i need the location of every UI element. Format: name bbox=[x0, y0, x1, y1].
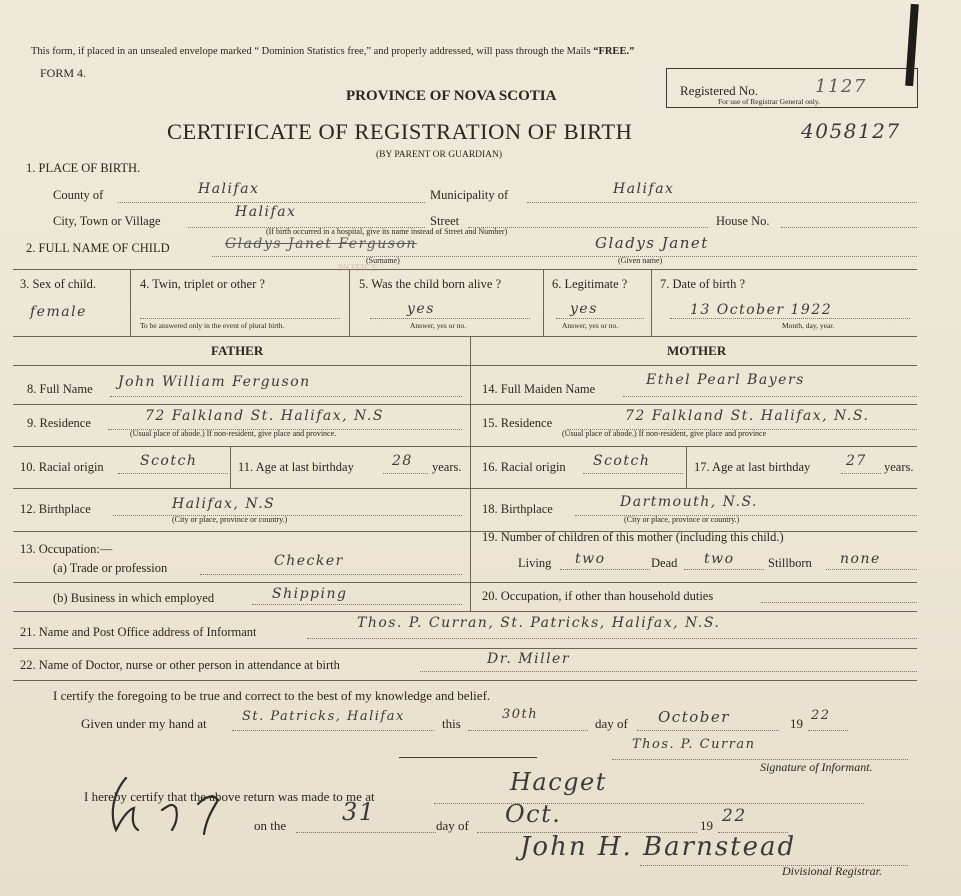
mother-name-label: 14. Full Maiden Name bbox=[482, 382, 596, 396]
house-label: House No. bbox=[716, 214, 770, 228]
given-month-value: October bbox=[658, 708, 730, 726]
street-label: Street bbox=[430, 214, 460, 228]
day-of-label: day of bbox=[595, 716, 628, 731]
registrar-initials-mark bbox=[102, 770, 232, 838]
mother-birthplace-value: Dartmouth, N.S. bbox=[620, 494, 758, 510]
mother-residence-caption: (Usual place of abode.) If non-resident, give place and province bbox=[562, 429, 767, 438]
father-age-label: 11. Age at last birthday bbox=[238, 460, 354, 474]
doctor-value: Dr. Miller bbox=[487, 651, 571, 667]
county-label: County of bbox=[53, 188, 104, 202]
sex-value: female bbox=[30, 304, 87, 320]
given-year-value: 22 bbox=[811, 708, 831, 723]
return-day-value: 31 bbox=[342, 798, 376, 826]
father-residence-label: 9. Residence bbox=[27, 416, 91, 430]
registrar-caption: Divisional Registrar. bbox=[782, 864, 883, 878]
mother-residence-value: 72 Falkland St. Halifax, N.S. bbox=[625, 408, 870, 424]
father-residence-caption: (Usual place of abode.) If non-resident, give place and province. bbox=[130, 429, 337, 438]
father-trade-value: Checker bbox=[274, 553, 344, 569]
form-number: FORM 4. bbox=[40, 66, 87, 80]
twin-label: 4. Twin, triplet or other ? bbox=[140, 277, 265, 291]
bleed-through: NOTICE bbox=[338, 262, 379, 274]
city-value: Halifax bbox=[235, 204, 297, 220]
mother-racial-label: 16. Racial origin bbox=[482, 460, 566, 474]
mother-stillborn-label: Stillborn bbox=[768, 556, 812, 570]
legitimate-caption: Answer, yes or no. bbox=[562, 321, 619, 330]
given-label: Given under my hand at bbox=[81, 716, 207, 731]
mother-stillborn-value: none bbox=[840, 551, 881, 567]
mother-name-value: Ethel Pearl Bayers bbox=[646, 372, 805, 388]
father-racial-label: 10. Racial origin bbox=[20, 460, 104, 474]
on-the-label: on the bbox=[254, 818, 287, 833]
father-name-value: John William Ferguson bbox=[118, 374, 311, 390]
return-month-value: Oct. bbox=[505, 800, 562, 828]
mother-living-value: two bbox=[575, 551, 606, 567]
father-birthplace-caption: (City or place, province or country.) bbox=[172, 515, 288, 524]
surname-caption: (Surname) bbox=[366, 256, 400, 265]
father-birthplace-label: 12. Birthplace bbox=[20, 502, 91, 516]
file-number: 4058127 bbox=[801, 119, 901, 143]
child-given-value: Gladys Janet bbox=[595, 234, 709, 252]
mother-occupation-label: 20. Occupation, if other than household duties bbox=[482, 589, 714, 603]
municipality-value: Halifax bbox=[613, 181, 675, 197]
dob-value: 13 October 1922 bbox=[690, 302, 833, 318]
mail-free: “FREE.” bbox=[593, 46, 635, 57]
mother-heading: MOTHER bbox=[667, 343, 727, 358]
hospital-note: (If birth occurred in a hospital, give its name instead of Street and Number) bbox=[266, 227, 508, 236]
mother-birthplace-label: 18. Birthplace bbox=[482, 502, 553, 516]
child-name-label: 2. FULL NAME OF CHILD bbox=[26, 241, 170, 255]
twin-note: To be answered only in the event of plural birth. bbox=[140, 321, 285, 330]
mother-children-label: 19. Number of children of this mother (including this child.) bbox=[482, 530, 784, 544]
born-alive-value: yes bbox=[407, 301, 435, 317]
mother-dead-label: Dead bbox=[651, 556, 678, 570]
mail-notice bbox=[31, 46, 634, 57]
informant-label: 21. Name and Post Office address of Informant bbox=[20, 625, 257, 639]
province-heading: PROVINCE OF NOVA SCOTIA bbox=[346, 88, 557, 104]
county-value: Halifax bbox=[198, 181, 260, 197]
mail-notice-text: This form, if placed in an unsealed envelope marked “ Dominion Statistics free,” and properly addressed, will pass through the Mails bbox=[31, 46, 591, 57]
mother-residence-label: 15. Residence bbox=[482, 416, 553, 430]
mother-age-unit: years. bbox=[884, 460, 914, 474]
mother-birthplace-caption: (City or place, province or country.) bbox=[624, 515, 740, 524]
given-day-value: 30th bbox=[502, 707, 539, 722]
child-surname-value: Gladys Janet Ferguson bbox=[225, 236, 417, 252]
certificate-title: CERTIFICATE OF REGISTRATION OF BIRTH bbox=[167, 119, 633, 144]
mother-age-value: 27 bbox=[846, 453, 867, 469]
given-year-prefix: 19 bbox=[790, 716, 803, 731]
legitimate-value: yes bbox=[570, 301, 598, 317]
return-year-prefix: 19 bbox=[700, 818, 713, 833]
sex-label: 3. Sex of child. bbox=[20, 277, 97, 291]
dob-label: 7. Date of birth ? bbox=[660, 277, 746, 291]
legitimate-label: 6. Legitimate ? bbox=[552, 277, 628, 291]
father-age-value: 28 bbox=[392, 453, 413, 469]
return-day-of-label: day of bbox=[436, 818, 469, 833]
father-racial-value: Scotch bbox=[140, 453, 198, 469]
mother-age-label: 17. Age at last birthday bbox=[694, 460, 811, 474]
city-label: City, Town or Village bbox=[53, 214, 161, 228]
father-heading: FATHER bbox=[211, 343, 264, 358]
registered-number: 1127 bbox=[815, 76, 867, 97]
mother-racial-value: Scotch bbox=[593, 453, 651, 469]
dob-caption: Month, day, year. bbox=[782, 321, 835, 330]
father-business-value: Shipping bbox=[272, 586, 348, 602]
registrar-signature: John H. Barnstead bbox=[520, 832, 797, 862]
informant-caption: Signature of Informant. bbox=[760, 760, 873, 774]
mother-living-label: Living bbox=[518, 556, 552, 570]
father-age-unit: years. bbox=[432, 460, 462, 474]
born-alive-label: 5. Was the child born alive ? bbox=[359, 277, 502, 291]
this-label: this bbox=[442, 716, 461, 731]
return-place-value: Hacget bbox=[510, 768, 607, 796]
born-alive-caption: Answer, yes or no. bbox=[410, 321, 467, 330]
certificate-subtitle: (BY PARENT OR GUARDIAN) bbox=[376, 150, 503, 160]
informant-signature: Thos. P. Curran bbox=[632, 737, 756, 752]
father-business-label: (b) Business in which employed bbox=[53, 591, 215, 605]
given-caption: (Given name) bbox=[618, 256, 663, 265]
mother-dead-value: two bbox=[704, 551, 735, 567]
municipality-label: Municipality of bbox=[430, 188, 509, 202]
return-year-value: 22 bbox=[722, 806, 747, 826]
father-birthplace-value: Halifax, N.S bbox=[172, 496, 276, 512]
doctor-label: 22. Name of Doctor, nurse or other person in attendance at birth bbox=[20, 658, 340, 672]
given-place-value: St. Patricks, Halifax bbox=[242, 709, 405, 724]
father-name-label: 8. Full Name bbox=[27, 382, 93, 396]
registered-label: Registered No. bbox=[680, 83, 758, 98]
place-of-birth-heading: 1. PLACE OF BIRTH. bbox=[26, 161, 141, 175]
certify-text: I certify the foregoing to be true and correct to the best of my knowledge and belief. bbox=[53, 688, 491, 703]
father-occupation-heading: 13. Occupation:— bbox=[20, 542, 113, 556]
father-residence-value: 72 Falkland St. Halifax, N.S bbox=[145, 408, 384, 424]
informant-value: Thos. P. Curran, St. Patricks, Halifax, N.S. bbox=[357, 615, 721, 631]
registrar-note: For use of Registrar General only. bbox=[718, 97, 820, 106]
father-trade-label: (a) Trade or profession bbox=[53, 561, 168, 575]
return-text: I hereby certify that the above return was made to me at bbox=[84, 789, 375, 804]
